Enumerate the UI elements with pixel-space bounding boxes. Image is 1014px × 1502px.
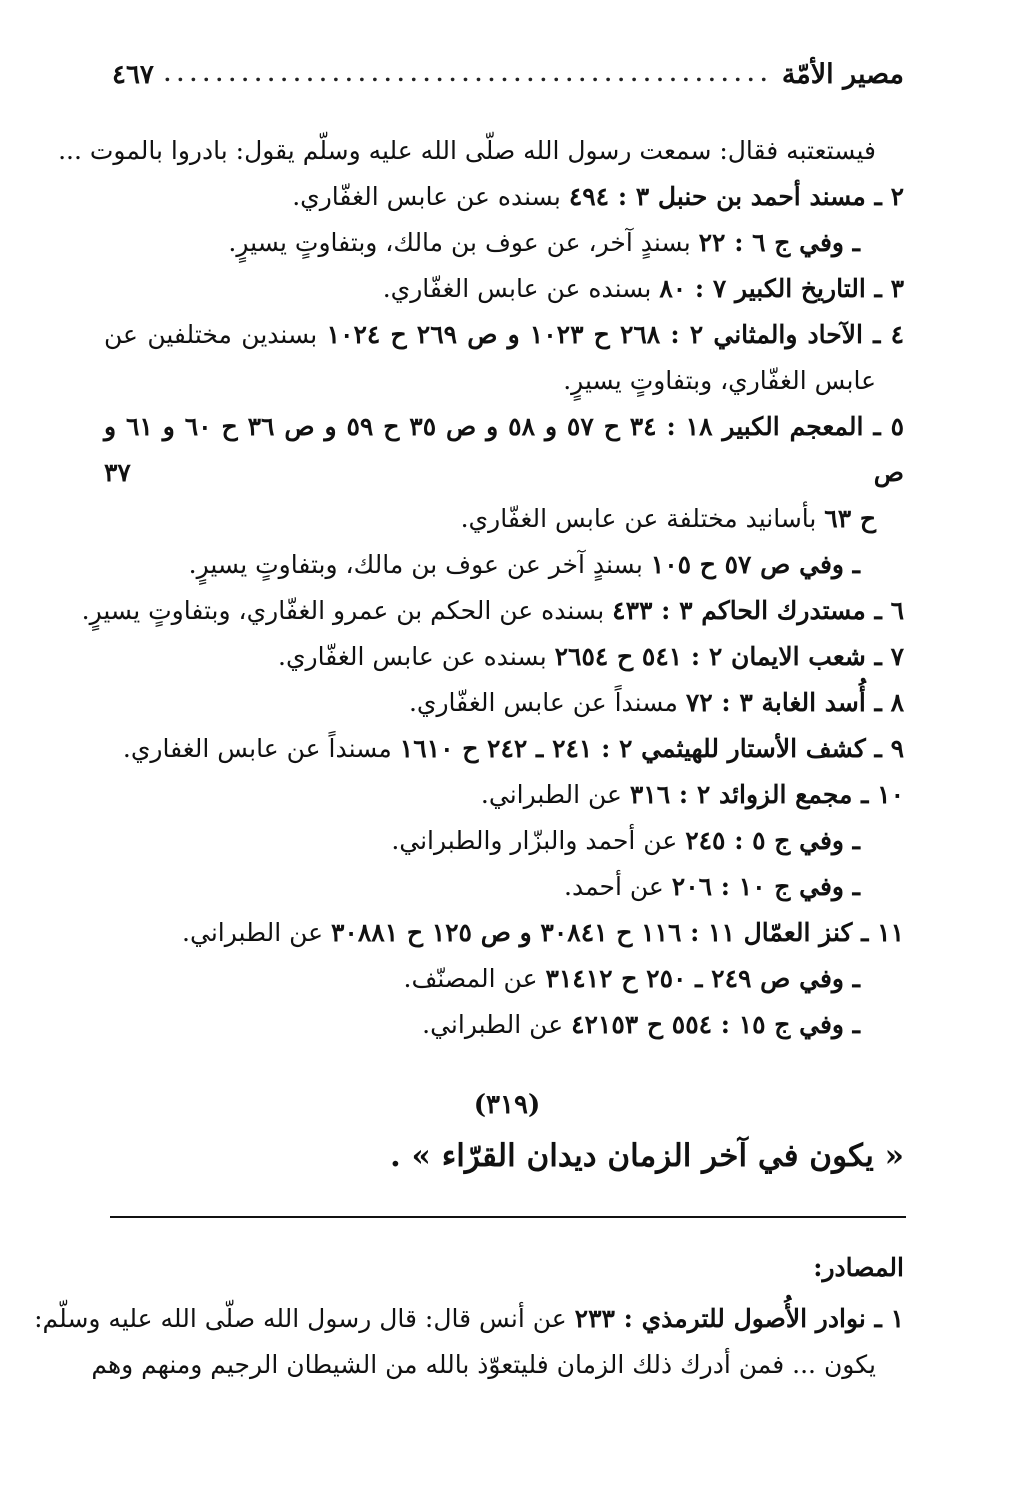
reference-source: ٥ ـ المعجم الكبير ١٨ : ٣٤ ح ٥٧ و ٥٨ و ص ٣٥ ح ٥٩ و ص ٣٦ ح ٦٠ و ٦١ و ص ٣٧ [104, 412, 905, 487]
reference-text: بسنده عن الحكم بن عمرو الغفّاري، وبتفاوتٍ يسيرٍ. [81, 596, 613, 625]
reference-line [104, 864, 904, 910]
reference-line [104, 312, 904, 358]
reference-text: بسنده عن عابس الغفّاري. [382, 274, 660, 303]
reference-source: ٦ ـ مستدرك الحاكم ٣ : ٤٣٣ [612, 596, 904, 625]
reference-text: عن المصنّف. [403, 964, 546, 993]
reference-line [104, 542, 904, 588]
reference-line [58, 128, 904, 174]
source-line [34, 1296, 904, 1342]
reference-source: ح ٦٣ [824, 504, 876, 533]
reference-source: ٢ ـ مسند أحمد بن حنبل ٣ : ٤٩٤ [568, 182, 904, 211]
reference-line [104, 726, 904, 772]
reference-text: فيستعتبه فقال: سمعت رسول الله صلّى الله عليه وسلّم يقول: بادروا بالموت ... [58, 136, 876, 165]
reference-line [104, 220, 904, 266]
reference-text: عن الطبراني. [182, 918, 331, 947]
reference-source: ٨ ـ أُسد الغابة ٣ : ٧٢ [685, 688, 904, 717]
reference-source: ـ وفي ج ٥ : ٢٤٥ [685, 826, 860, 855]
reference-text: بسنده عن عابس الغفّاري. [278, 642, 555, 671]
reference-text: بسندين مختلفين عن [104, 320, 327, 349]
reference-source: ـ وفي ج ١٠ : ٢٠٦ [671, 872, 860, 901]
reference-line [104, 772, 904, 818]
reference-line [104, 680, 904, 726]
reference-source: ٤ ـ الآحاد والمثاني ٢ : ٢٦٨ ح ١٠٢٣ و ص ٢٦٩ ح ١٠٢٤ [326, 320, 905, 349]
reference-source: ـ وفي ج ١٥ : ٥٥٤ ح ٤٢١٥٣ [571, 1010, 860, 1039]
dot-leader [164, 64, 772, 84]
reference-line [81, 588, 904, 634]
reference-line [104, 956, 904, 1002]
reference-text: بسندٍ آخر عن عوف بن مالك، وبتفاوتٍ يسيرٍ. [188, 550, 651, 579]
reference-text: عابس الغفّاري، وبتفاوتٍ يسيرٍ. [563, 366, 876, 395]
reference-text: مسنداً عن عابس الغفاري. [122, 734, 400, 763]
reference-source: ـ وفي ج ٦ : ٢٢ [698, 228, 860, 257]
sources-heading: المصادر: [813, 1253, 904, 1282]
reference-line [104, 404, 904, 496]
reference-text: بسنده عن عابس الغفّاري. [292, 182, 569, 211]
reference-source: ـ وفي ص ٢٤٩ ـ ٢٥٠ ح ٣١٤١٢ [545, 964, 860, 993]
page-number: ٤٦٧ [112, 60, 154, 90]
reference-line [104, 266, 904, 312]
running-header [112, 44, 904, 88]
source-text: يكون ... فمن أدرك ذلك الزمان فليتعوّذ بالله من الشيطان الرجيم ومنهم وهم [91, 1350, 876, 1379]
reference-source: ١١ ـ كنز العمّال ١١ : ١١٦ ح ٣٠٨٤١ و ص ١٢٥ ح ٣٠٨٨١ [331, 918, 904, 947]
source-text: عن أنس قال: قال رسول الله صلّى الله عليه وسلّم: [34, 1304, 575, 1333]
source-line [91, 1342, 904, 1388]
chapter-title: مصير الأمّة [781, 59, 904, 90]
reference-text: عن أحمد والبزّار والطبراني. [391, 826, 686, 855]
reference-source: ٩ ـ كشف الأستار للهيثمي ٢ : ٢٤١ ـ ٢٤٢ ح ١٦١٠ [399, 734, 904, 763]
footnote-divider [110, 1216, 906, 1218]
reference-text: عن أحمد. [564, 872, 672, 901]
reference-source: ٣ ـ التاريخ الكبير ٧ : ٨٠ [659, 274, 904, 303]
reference-line [104, 910, 904, 956]
reference-text: عن الطبراني. [480, 780, 630, 809]
source-title: ١ ـ نوادر الأُصول للترمذي : ٢٣٣ [574, 1304, 904, 1333]
reference-line [104, 358, 904, 404]
reference-line [104, 174, 904, 220]
reference-text: بسندٍ آخر، عن عوف بن مالك، وبتفاوتٍ يسيرٍ. [228, 228, 699, 257]
hadith-text: « يكون في آخر الزمان ديدان القرّاء » . [389, 1138, 904, 1174]
reference-text: بأسانيد مختلفة عن عابس الغفّاري. [460, 504, 825, 533]
reference-source: ـ وفي ص ٥٧ ح ١٠٥ [650, 550, 860, 579]
hadith-number: (٣١٩) [473, 1090, 541, 1120]
reference-source: ٧ ـ شعب الايمان ٢ : ٥٤١ ح ٢٦٥٤ [554, 642, 904, 671]
reference-text: عن الطبراني. [422, 1010, 572, 1039]
reference-line [104, 1002, 904, 1048]
reference-line [104, 496, 904, 542]
reference-line [104, 818, 904, 864]
sources-list [34, 1296, 904, 1388]
reference-line [104, 634, 904, 680]
reference-source: ١٠ ـ مجمع الزوائد ٢ : ٣١٦ [629, 780, 904, 809]
references-list [58, 128, 905, 1048]
reference-text: مسنداً عن عابس الغفّاري. [408, 688, 686, 717]
